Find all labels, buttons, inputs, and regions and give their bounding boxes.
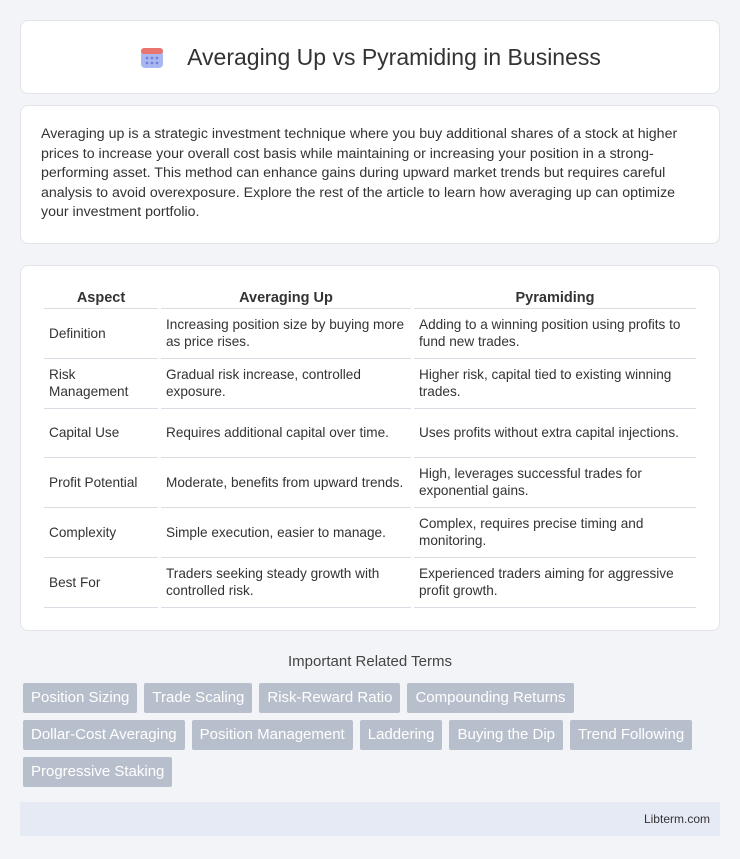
related-term-tag[interactable]: Trade Scaling	[144, 683, 252, 713]
footer-brand-link[interactable]: Libterm.com	[643, 811, 710, 826]
table-row	[44, 508, 696, 558]
page-footer	[20, 802, 720, 836]
row-aspect: Capital Use	[44, 409, 158, 458]
row-pyramiding: High, leverages successful trades for exponential gains.	[414, 458, 696, 508]
intro-card	[20, 105, 720, 244]
row-aspect: Definition	[44, 309, 158, 359]
calendar-icon	[139, 44, 165, 70]
row-pyramiding: Higher risk, capital tied to existing winning trades.	[414, 359, 696, 409]
related-term-tag[interactable]: Compounding Returns	[407, 683, 573, 713]
page-title: Averaging Up vs Pyramiding in Business	[187, 43, 601, 70]
comparison-card	[20, 265, 720, 631]
row-aspect: Risk Management	[44, 359, 158, 409]
row-pyramiding: Adding to a winning position using profits to fund new trades.	[414, 309, 696, 359]
row-pyramiding: Uses profits without extra capital injections.	[414, 409, 696, 458]
related-term-tag[interactable]: Position Management	[192, 720, 353, 750]
related-term-tag[interactable]: Dollar-Cost Averaging	[23, 720, 185, 750]
header-pyramiding: Pyramiding	[414, 286, 696, 309]
row-aspect: Complexity	[44, 508, 158, 558]
related-term-tag[interactable]: Risk-Reward Ratio	[259, 683, 400, 713]
related-term-tag[interactable]: Position Sizing	[23, 683, 137, 713]
row-pyramiding: Experienced traders aiming for aggressive profit growth.	[414, 558, 696, 608]
row-pyramiding: Complex, requires precise timing and monitoring.	[414, 508, 696, 558]
related-term-tag[interactable]: Buying the Dip	[449, 720, 563, 750]
row-aspect: Best For	[44, 558, 158, 608]
related-terms-list	[20, 683, 720, 794]
row-aspect: Profit Potential	[44, 458, 158, 508]
related-term-tag[interactable]: Laddering	[360, 720, 443, 750]
related-terms-title: Important Related Terms	[288, 652, 452, 670]
row-averaging-up: Increasing position size by buying more as price rises.	[161, 309, 411, 359]
intro-text: Averaging up is a strategic investment technique where you buy additional shares of a stock at higher prices to increase your overall cost basis while maintaining or increasing your position in a strong-performing asset. This method can enhance gains during upward market trends but requires careful analysis to avoid overexposure. Explore the rest of the article to learn how averaging up can optimize your investment portfolio.	[41, 126, 678, 221]
table-row	[44, 309, 696, 359]
page-header	[20, 20, 720, 94]
row-averaging-up: Gradual risk increase, controlled exposure.	[161, 359, 411, 409]
table-row	[44, 458, 696, 508]
header-averaging-up: Averaging Up	[161, 286, 411, 309]
row-averaging-up: Requires additional capital over time.	[161, 409, 411, 458]
table-row	[44, 359, 696, 409]
related-term-tag[interactable]: Trend Following	[570, 720, 692, 750]
related-term-tag[interactable]: Progressive Staking	[23, 757, 172, 787]
row-averaging-up: Traders seeking steady growth with controlled risk.	[161, 558, 411, 608]
table-row	[44, 409, 696, 458]
row-averaging-up: Simple execution, easier to manage.	[161, 508, 411, 558]
header-aspect: Aspect	[44, 286, 158, 309]
comparison-table	[41, 286, 699, 608]
table-row	[44, 558, 696, 608]
table-header-row	[44, 286, 696, 309]
row-averaging-up: Moderate, benefits from upward trends.	[161, 458, 411, 508]
